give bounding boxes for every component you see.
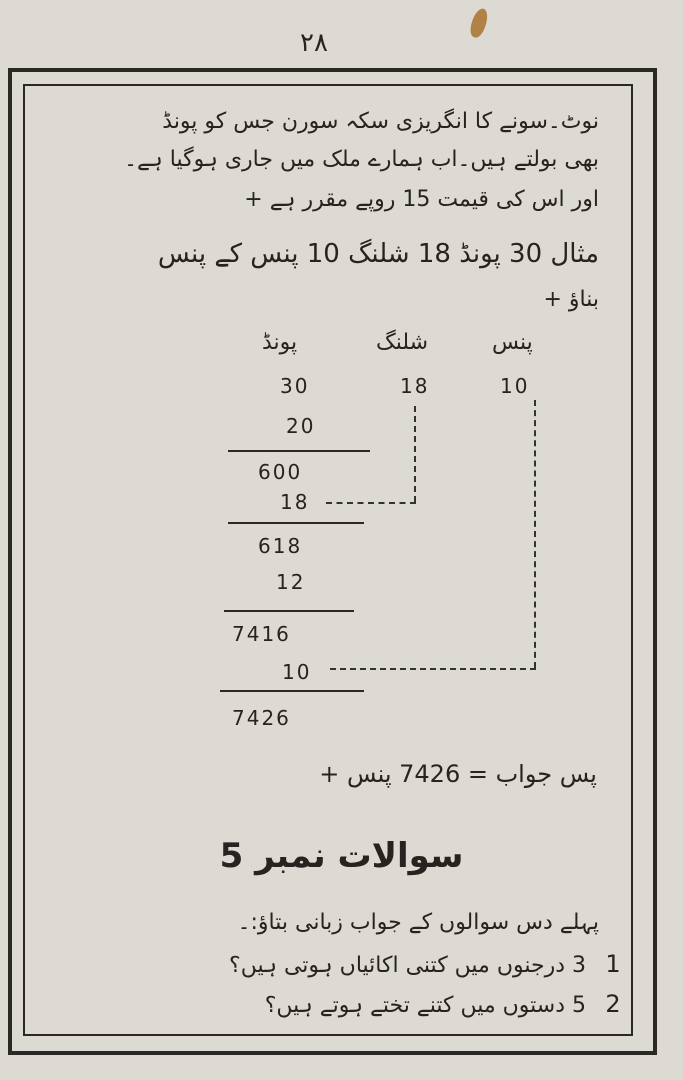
instruction-line: پہلے دس سوالوں کے جواب زبانی بتاؤ:۔	[237, 910, 599, 935]
example-line-1: مثال 30 پونڈ 18 شلنگ 10 پنس کے پنس	[157, 239, 599, 269]
note-line-1: نوٹ۔سونے کا انگریزی سکہ سورن جس کو پونڈ	[162, 109, 599, 134]
question-text: 3 درجنوں میں کتنی اکائیاں ہوتی ہیں؟	[229, 953, 586, 978]
example-line-2: بناؤ +	[543, 287, 599, 312]
result-618: 618	[258, 534, 303, 558]
ink-stain	[468, 7, 491, 40]
rule-2	[228, 522, 364, 524]
result-600: 600	[258, 460, 303, 484]
note-line-2: بھی بولتے ہیں۔اب ہمارے ملک میں جاری ہوگیا ہے۔	[124, 147, 599, 172]
shillings-value: 18	[400, 374, 430, 398]
pence-value: 10	[500, 374, 530, 398]
add-shillings: 18	[280, 490, 310, 514]
question-2	[265, 990, 633, 1018]
section-heading: سوالات نمبر 5	[219, 836, 464, 876]
multiplier-12: 12	[276, 570, 306, 594]
add-pence: 10	[282, 660, 312, 684]
rule-3	[224, 610, 354, 612]
page-number: ۲۸	[300, 28, 328, 58]
column-header-shilling: شلنگ	[376, 330, 429, 355]
question-number: 1	[605, 950, 621, 978]
column-header-pence: پنس	[492, 330, 533, 355]
pence-connector-vertical	[534, 400, 536, 668]
inner-border	[23, 84, 633, 1036]
column-header-pound: پونڈ	[262, 330, 298, 355]
result-7426: 7426	[232, 706, 291, 730]
rule-4	[220, 690, 364, 692]
question-text: 5 دستوں میں کتنے تختے ہوتے ہیں؟	[264, 993, 586, 1018]
rule-1	[228, 450, 370, 452]
question-1	[229, 950, 633, 978]
pounds-value: 30	[280, 374, 310, 398]
question-number: 2	[605, 990, 621, 1018]
note-line-3: اور اس کی قیمت 15 روپے مقرر ہے +	[244, 187, 599, 212]
shilling-connector-vertical	[414, 406, 416, 502]
shilling-connector-horizontal	[326, 502, 416, 504]
multiplier-20: 20	[286, 414, 316, 438]
result-7416: 7416	[232, 622, 291, 646]
pence-connector-horizontal	[330, 668, 536, 670]
answer-line: پس جواب = 7426 پنس +	[319, 760, 597, 788]
